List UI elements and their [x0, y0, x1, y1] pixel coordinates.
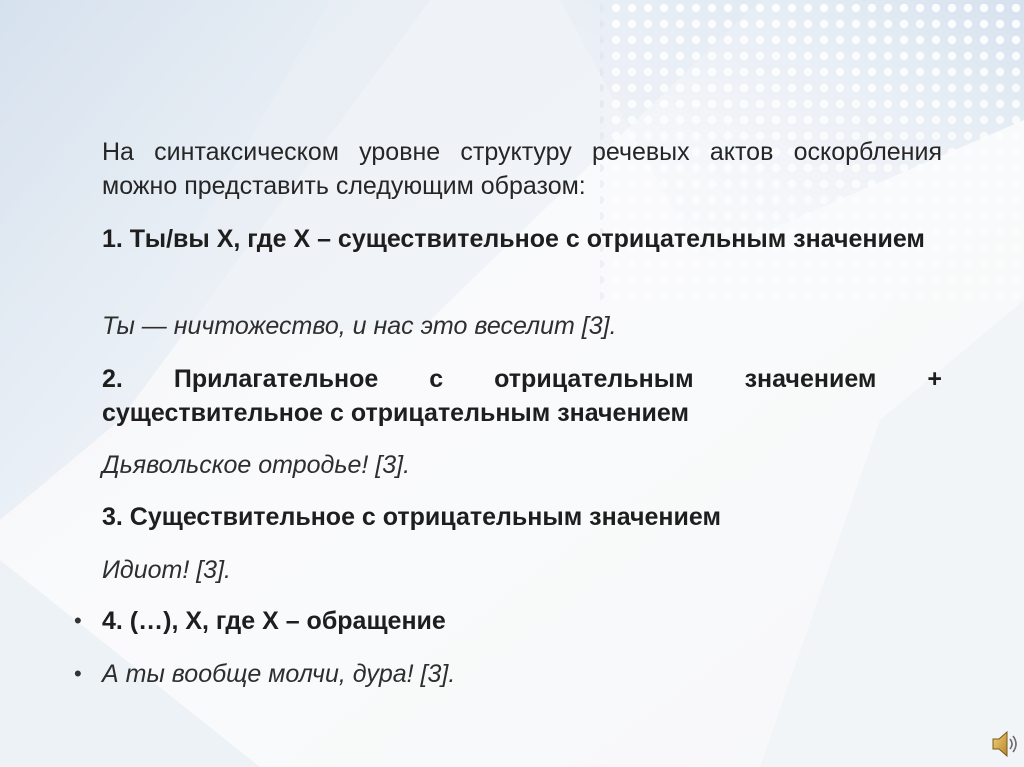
item-4-row: [74, 604, 942, 638]
item-1-example: Ты — ничтожество, и нас это веселит [3].: [102, 312, 617, 340]
item-1-heading: 1. Ты/вы X, где X – существительное с отрицательным значением: [102, 225, 925, 253]
item-2-example: Дьявольское отродье! [3].: [102, 451, 411, 479]
bullet-marker: •: [74, 608, 82, 633]
item-3-example: Идиот! [3].: [102, 556, 231, 584]
item-3-heading: 3. Существительное с отрицательным значением: [102, 503, 721, 531]
item-4-heading: 4. (…), X, где X – обращение: [102, 607, 446, 635]
item-2-heading: 2. Прилагательное с отрицательным значением + существительное с отрицательным значением: [102, 365, 942, 427]
bullet-marker: •: [74, 661, 82, 686]
item-4-example-row: [74, 657, 942, 691]
item-4-example: А ты вообще молчи, дура! [3].: [102, 660, 456, 688]
speaker-icon[interactable]: [990, 728, 1020, 760]
intro-paragraph: На синтаксическом уровне структуру речевых актов оскорбления можно представить следующим образом:: [102, 138, 942, 200]
